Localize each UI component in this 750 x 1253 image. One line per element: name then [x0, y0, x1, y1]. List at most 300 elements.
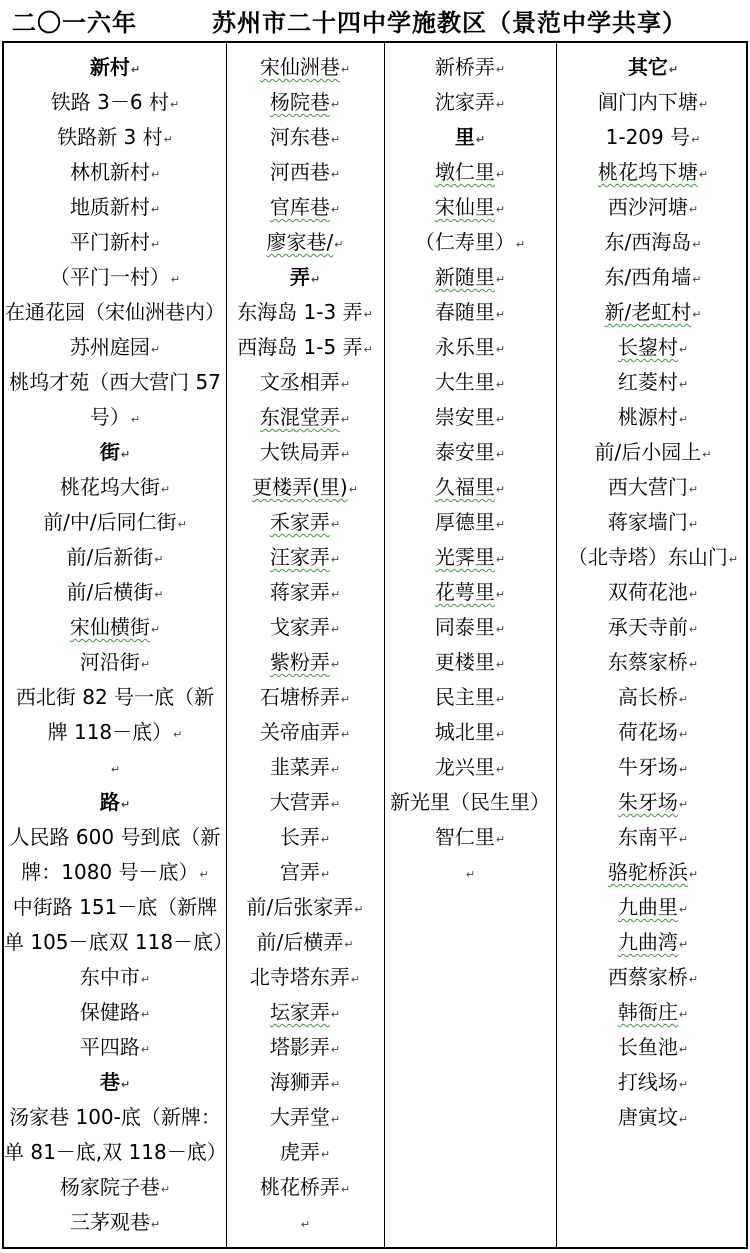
- table-cell: [226, 575, 384, 610]
- table-cell: [226, 785, 384, 820]
- table-cell: [384, 120, 556, 155]
- table-cell: [556, 1100, 750, 1135]
- table-cell: [226, 190, 384, 225]
- table-cell: [384, 400, 556, 435]
- table-cell: [556, 1065, 750, 1100]
- paragraph-mark-icon: [496, 658, 505, 671]
- paragraph-mark-icon: [151, 168, 160, 181]
- table-cell: [226, 225, 384, 260]
- paragraph-mark-icon: [331, 168, 340, 181]
- cell-text: 宋仙里: [434, 195, 495, 219]
- paragraph-mark-icon: [496, 553, 505, 566]
- paragraph-mark-icon: [331, 203, 340, 216]
- title-bar: [0, 0, 750, 40]
- table-cell: [226, 470, 384, 505]
- cell-text: 桃花坞下塘: [597, 160, 698, 184]
- table-cell: [226, 715, 384, 750]
- table-cell: [4, 995, 226, 1030]
- table-cell: [226, 1100, 384, 1135]
- cell-text: 杨院巷: [269, 90, 330, 114]
- table-cell: [556, 155, 750, 190]
- cell-text: 文丞相弄: [259, 370, 340, 394]
- cell-text: 保健路: [79, 1000, 140, 1024]
- cell-text: 大铁局弄: [259, 440, 340, 464]
- paragraph-mark-icon: [331, 133, 340, 146]
- cell-text: （平门一村）: [49, 265, 170, 289]
- cell-text: 西北街 82 号一底（新: [15, 685, 215, 709]
- cell-text: 民主里: [434, 685, 495, 709]
- cell-text: 城北里: [434, 720, 495, 744]
- table-cell: [226, 435, 384, 470]
- paragraph-mark-icon: [699, 98, 708, 111]
- cell-text: 蒋家墙门: [607, 510, 688, 534]
- cell-text: 坛家弄: [269, 1000, 330, 1024]
- cell-text: 河东巷: [269, 125, 330, 149]
- paragraph-mark-icon: [331, 1043, 340, 1056]
- paragraph-mark-icon: [516, 238, 525, 251]
- paragraph-mark-icon: [496, 413, 505, 426]
- table-cell: [556, 435, 750, 470]
- table-cell: [226, 120, 384, 155]
- cell-text: 汤家巷 100-底（新牌：: [9, 1105, 221, 1129]
- cell-text: 牌 118－底）: [47, 720, 173, 744]
- table-cell: [556, 50, 750, 85]
- paragraph-mark-icon: [121, 798, 130, 811]
- table-cell: [226, 1170, 384, 1205]
- cell-text: 东南平: [617, 825, 678, 849]
- table-cell: [556, 715, 750, 750]
- cell-text: 泰安里: [434, 440, 495, 464]
- table-cell: [226, 1030, 384, 1065]
- table-cell: [556, 225, 750, 260]
- table-cell: [384, 470, 556, 505]
- paragraph-mark-icon: [496, 203, 505, 216]
- table-cell: [556, 820, 750, 855]
- paragraph-mark-icon: [344, 938, 353, 951]
- cell-text: 号）: [89, 405, 130, 429]
- table-cell: [384, 680, 556, 715]
- paragraph-mark-icon: [171, 273, 180, 286]
- cell-text: 街: [99, 440, 120, 464]
- paragraph-mark-icon: [161, 1183, 170, 1196]
- table-cell: [4, 225, 226, 260]
- table-cell: [4, 645, 226, 680]
- paragraph-mark-icon: [679, 833, 688, 846]
- paragraph-mark-icon: [331, 623, 340, 636]
- document-title: 苏州市二十四中学施教区（景范中学共享）: [212, 9, 687, 37]
- column-alleys: [226, 43, 384, 1247]
- cell-text: 弄: [289, 265, 310, 289]
- cell-text: 久福里: [434, 475, 495, 499]
- column-li-neighborhoods: [384, 43, 556, 1247]
- table-cell: [556, 750, 750, 785]
- table-cell: [556, 120, 750, 155]
- paragraph-mark-icon: [496, 168, 505, 181]
- paragraph-mark-icon: [679, 1043, 688, 1056]
- school-district-table: [2, 41, 748, 1249]
- empty-table-cell: [384, 855, 556, 890]
- paragraph-mark-icon: [496, 308, 505, 321]
- table-cell: [556, 575, 750, 610]
- paragraph-mark-icon: [311, 273, 320, 286]
- cell-text: 东/西海岛: [604, 230, 692, 254]
- cell-text: 更楼弄(里): [252, 475, 348, 499]
- cell-text: 前/后小园上: [594, 440, 702, 464]
- cell-text: 海狮弄: [269, 1070, 330, 1094]
- paragraph-mark-icon: [689, 973, 698, 986]
- table-cell: [4, 155, 226, 190]
- table-cell: [226, 260, 384, 295]
- table-cell: [556, 610, 750, 645]
- table-cell: [226, 50, 384, 85]
- cell-text: 厚德里: [434, 510, 495, 534]
- cell-text: 长鋆村: [617, 335, 678, 359]
- paragraph-mark-icon: [476, 133, 485, 146]
- table-cell: [4, 190, 226, 225]
- paragraph-mark-icon: [341, 728, 350, 741]
- paragraph-mark-icon: [331, 658, 340, 671]
- cell-text: （仁寿里）: [414, 230, 515, 254]
- cell-text: 官库巷: [269, 195, 330, 219]
- paragraph-mark-icon: [341, 63, 350, 76]
- table-cell: [4, 1065, 226, 1100]
- table-cell: [556, 890, 750, 925]
- table-cell: [226, 155, 384, 190]
- cell-text: 东海岛 1-3 弄: [237, 300, 363, 324]
- table-cell: [556, 960, 750, 995]
- paragraph-mark-icon: [496, 833, 505, 846]
- cell-text: 九曲湾: [617, 930, 678, 954]
- column-new-villages-streets-roads-lanes: [4, 43, 234, 1247]
- cell-text: 在通花园（宋仙洲巷内）: [5, 300, 225, 324]
- table-cell: [4, 1170, 226, 1205]
- paragraph-mark-icon: [689, 483, 698, 496]
- paragraph-mark-icon: [331, 553, 340, 566]
- table-cell: [4, 505, 226, 540]
- paragraph-mark-icon: [151, 238, 160, 251]
- table-cell: [556, 785, 750, 820]
- cell-text: 中街路 151－底（新牌: [12, 895, 218, 919]
- table-cell: [4, 400, 226, 435]
- cell-text: 永乐里: [434, 335, 495, 359]
- table-cell: [4, 1030, 226, 1065]
- cell-text: 东混堂弄: [259, 405, 340, 429]
- paragraph-mark-icon: [689, 868, 698, 881]
- paragraph-mark-icon: [669, 63, 678, 76]
- table-cell: [226, 295, 384, 330]
- cell-text: 智仁里: [434, 825, 495, 849]
- table-cell: [4, 1100, 226, 1135]
- paragraph-mark-icon: [131, 413, 140, 426]
- paragraph-mark-icon: [331, 588, 340, 601]
- table-cell: [384, 645, 556, 680]
- table-cell: [226, 750, 384, 785]
- table-cell: [384, 610, 556, 645]
- table-cell: [556, 680, 750, 715]
- cell-text: 大弄堂: [269, 1105, 330, 1129]
- table-cell: [556, 505, 750, 540]
- cell-text: 其它: [627, 55, 668, 79]
- cell-text: 九曲里: [617, 895, 678, 919]
- table-cell: [226, 680, 384, 715]
- table-cell: [556, 330, 750, 365]
- paragraph-mark-icon: [334, 238, 343, 251]
- table-cell: [4, 960, 226, 995]
- paragraph-mark-icon: [496, 763, 505, 776]
- cell-text: 更楼里: [434, 650, 495, 674]
- paragraph-mark-icon: [679, 1008, 688, 1021]
- paragraph-mark-icon: [341, 693, 350, 706]
- paragraph-mark-icon: [496, 623, 505, 636]
- paragraph-mark-icon: [679, 343, 688, 356]
- table-cell: [384, 540, 556, 575]
- paragraph-mark-icon: [154, 588, 163, 601]
- cell-text: 桃坞才苑（西大营门 57: [9, 370, 221, 394]
- paragraph-mark-icon: [164, 133, 173, 146]
- table-cell: [226, 995, 384, 1030]
- cell-text: 大生里: [434, 370, 495, 394]
- table-cell: [384, 575, 556, 610]
- paragraph-mark-icon: [341, 448, 350, 461]
- cell-text: 西海岛 1-5 弄: [237, 335, 363, 359]
- table-cell: [4, 365, 226, 400]
- cell-text: 荷花场: [617, 720, 678, 744]
- table-cell: [226, 645, 384, 680]
- table-cell: [4, 1205, 226, 1240]
- cell-text: 石塘桥弄: [259, 685, 340, 709]
- cell-text: 新桥弄: [434, 55, 495, 79]
- cell-text: 唐寅坟: [617, 1105, 678, 1129]
- cell-text: 新/老虹村: [604, 300, 692, 324]
- table-cell: [556, 365, 750, 400]
- cell-text: 双荷花池: [607, 580, 688, 604]
- table-cell: [556, 855, 750, 890]
- cell-text: 牛牙场: [617, 755, 678, 779]
- cell-text: 廖家巷/: [266, 230, 334, 254]
- paragraph-mark-icon: [354, 903, 363, 916]
- paragraph-mark-icon: [200, 868, 209, 881]
- paragraph-mark-icon: [679, 903, 688, 916]
- table-cell: [226, 505, 384, 540]
- paragraph-mark-icon: [496, 343, 505, 356]
- cell-text: 河沿街: [79, 650, 140, 674]
- table-cell: [226, 1065, 384, 1100]
- paragraph-mark-icon: [692, 308, 701, 321]
- paragraph-mark-icon: [689, 623, 698, 636]
- table-cell: [4, 715, 226, 750]
- table-cell: [226, 1135, 384, 1170]
- paragraph-mark-icon: [301, 1218, 310, 1231]
- paragraph-mark-icon: [689, 658, 698, 671]
- table-cell: [384, 820, 556, 855]
- cell-text: 汪家弄: [269, 545, 330, 569]
- cell-text: 平门新村: [69, 230, 150, 254]
- cell-text: 河西巷: [269, 160, 330, 184]
- paragraph-mark-icon: [692, 273, 701, 286]
- table-cell: [384, 50, 556, 85]
- cell-text: 红菱村: [617, 370, 678, 394]
- table-cell: [384, 785, 556, 820]
- paragraph-mark-icon: [141, 1008, 150, 1021]
- paragraph-mark-icon: [331, 98, 340, 111]
- paragraph-mark-icon: [699, 168, 708, 181]
- empty-table-cell: [226, 1205, 384, 1240]
- paragraph-mark-icon: [351, 973, 360, 986]
- paragraph-mark-icon: [121, 1078, 130, 1091]
- paragraph-mark-icon: [689, 518, 698, 531]
- paragraph-mark-icon: [679, 1113, 688, 1126]
- table-cell: [226, 890, 384, 925]
- paragraph-mark-icon: [178, 518, 187, 531]
- paragraph-mark-icon: [496, 483, 505, 496]
- cell-text: 新随里: [434, 265, 495, 289]
- cell-text: 打线场: [617, 1070, 678, 1094]
- cell-text: 新村: [89, 55, 130, 79]
- cell-text: 宋仙洲巷: [259, 55, 340, 79]
- table-cell: [384, 260, 556, 295]
- paragraph-mark-icon: [689, 203, 698, 216]
- paragraph-mark-icon: [131, 63, 140, 76]
- cell-text: 地质新村: [69, 195, 150, 219]
- cell-text: 1-209 号: [605, 125, 691, 149]
- table-cell: [556, 1030, 750, 1065]
- paragraph-mark-icon: [496, 588, 505, 601]
- table-cell: [226, 365, 384, 400]
- table-cell: [226, 610, 384, 645]
- cell-text: 前/后横弄: [256, 930, 344, 954]
- paragraph-mark-icon: [151, 1218, 160, 1231]
- cell-text: 紫粉弄: [269, 650, 330, 674]
- cell-text: 禾家弄: [269, 510, 330, 534]
- cell-text: 同泰里: [434, 615, 495, 639]
- table-cell: [556, 190, 750, 225]
- paragraph-mark-icon: [321, 1148, 330, 1161]
- paragraph-mark-icon: [341, 1183, 350, 1196]
- cell-text: 骆驼桥浜: [607, 860, 688, 884]
- table-cell: [226, 85, 384, 120]
- cell-text: 里: [454, 125, 475, 149]
- paragraph-mark-icon: [154, 553, 163, 566]
- paragraph-mark-icon: [679, 763, 688, 776]
- paragraph-mark-icon: [679, 378, 688, 391]
- paragraph-mark-icon: [679, 413, 688, 426]
- cell-text: 路: [99, 790, 120, 814]
- paragraph-mark-icon: [331, 1113, 340, 1126]
- paragraph-mark-icon: [496, 273, 505, 286]
- cell-text: 苏州庭园: [69, 335, 150, 359]
- paragraph-mark-icon: [496, 693, 505, 706]
- cell-text: 崇安里: [434, 405, 495, 429]
- cell-text: 北寺塔东弄: [249, 965, 350, 989]
- cell-text: 长鱼池: [617, 1035, 678, 1059]
- table-cell: [384, 295, 556, 330]
- cell-text: 铁路 3－6 村: [50, 90, 169, 114]
- table-cell: [4, 890, 226, 925]
- column-others: [556, 43, 750, 1247]
- paragraph-mark-icon: [111, 763, 120, 776]
- cell-text: 关帝庙弄: [259, 720, 340, 744]
- table-cell: [384, 750, 556, 785]
- cell-text: 前/后新街: [66, 545, 154, 569]
- table-cell: [4, 575, 226, 610]
- cell-text: 朱牙场: [617, 790, 678, 814]
- table-cell: [384, 330, 556, 365]
- empty-table-cell: [4, 750, 226, 785]
- paragraph-mark-icon: [170, 98, 179, 111]
- cell-text: 高长桥: [617, 685, 678, 709]
- paragraph-mark-icon: [321, 833, 330, 846]
- paragraph-mark-icon: [496, 518, 505, 531]
- cell-text: 宫弄: [279, 860, 320, 884]
- cell-text: 杨家院子巷: [59, 1175, 160, 1199]
- cell-text: 春随里: [434, 300, 495, 324]
- paragraph-mark-icon: [349, 483, 358, 496]
- paragraph-mark-icon: [692, 238, 701, 251]
- paragraph-mark-icon: [466, 868, 475, 881]
- cell-text: 东/西角墙: [604, 265, 692, 289]
- cell-text: 单 81－底,双 118－底）: [4, 1140, 227, 1164]
- table-cell: [4, 295, 226, 330]
- cell-text: 前/中/后同仁街: [43, 510, 177, 534]
- table-cell: [556, 925, 750, 960]
- cell-text: 林机新村: [69, 160, 150, 184]
- cell-text: 西沙河塘: [607, 195, 688, 219]
- cell-text: （北寺塔）东山门: [567, 545, 728, 569]
- cell-text: 平四路: [79, 1035, 140, 1059]
- cell-text: 三茅观巷: [69, 1210, 150, 1234]
- paragraph-mark-icon: [364, 308, 373, 321]
- table-cell: [226, 330, 384, 365]
- paragraph-mark-icon: [121, 448, 130, 461]
- cell-text: 西蔡家桥: [607, 965, 688, 989]
- table-cell: [384, 715, 556, 750]
- table-cell: [226, 960, 384, 995]
- paragraph-mark-icon: [331, 518, 340, 531]
- cell-text: 阊门内下塘: [597, 90, 698, 114]
- table-cell: [556, 295, 750, 330]
- table-cell: [226, 855, 384, 890]
- table-cell: [556, 995, 750, 1030]
- paragraph-mark-icon: [691, 133, 700, 146]
- paragraph-mark-icon: [141, 658, 150, 671]
- paragraph-mark-icon: [341, 378, 350, 391]
- paragraph-mark-icon: [496, 728, 505, 741]
- paragraph-mark-icon: [151, 343, 160, 356]
- paragraph-mark-icon: [141, 973, 150, 986]
- table-cell: [384, 505, 556, 540]
- cell-text: 西大营门: [607, 475, 688, 499]
- table-cell: [384, 225, 556, 260]
- paragraph-mark-icon: [151, 203, 160, 216]
- paragraph-mark-icon: [141, 1043, 150, 1056]
- paragraph-mark-icon: [364, 343, 373, 356]
- table-cell: [556, 85, 750, 120]
- cell-text: 前/后张家弄: [246, 895, 354, 919]
- paragraph-mark-icon: [679, 798, 688, 811]
- table-cell: [226, 400, 384, 435]
- cell-text: 花萼里: [434, 580, 495, 604]
- paragraph-mark-icon: [341, 413, 350, 426]
- paragraph-mark-icon: [702, 448, 711, 461]
- table-cell: [4, 1135, 226, 1170]
- cell-text: 韭菜弄: [269, 755, 330, 779]
- cell-text: 龙兴里: [434, 755, 495, 779]
- table-cell: [4, 820, 226, 855]
- paragraph-mark-icon: [689, 588, 698, 601]
- table-cell: [4, 680, 226, 715]
- table-cell: [4, 785, 226, 820]
- cell-text: 戈家弄: [269, 615, 330, 639]
